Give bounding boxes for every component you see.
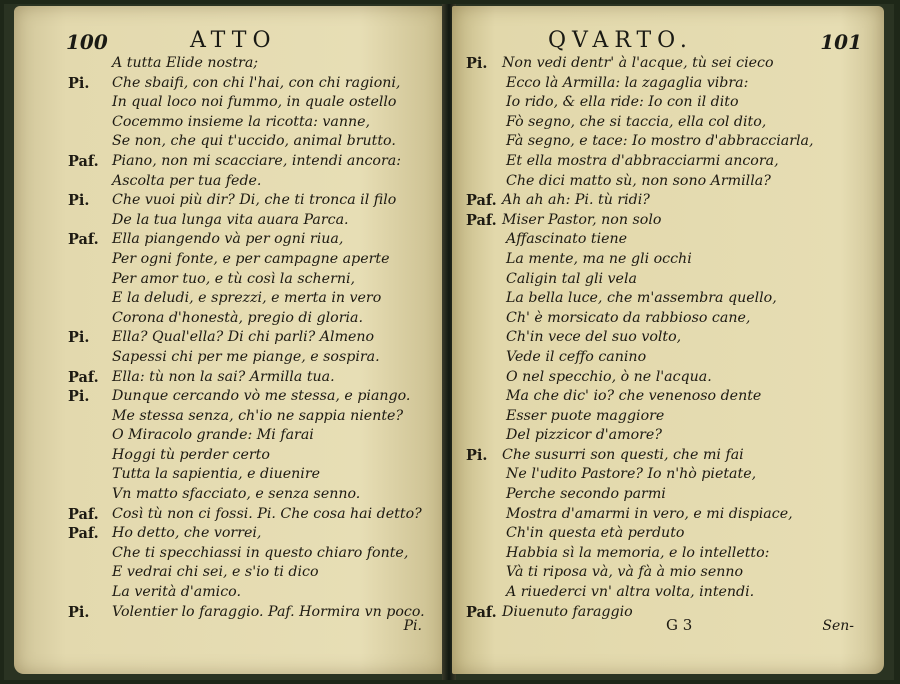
speaker-label: Pi.: [68, 329, 90, 347]
text-line: [14, 54, 446, 74]
verse-text: Ma che dic' io? che venenoso dente: [506, 388, 762, 405]
verse-text: Diuenuto faraggio: [502, 603, 633, 620]
text-line: [452, 132, 884, 152]
verse-text: De la tua lunga vita auara Parca.: [112, 211, 349, 228]
text-line: [14, 426, 446, 446]
text-line: [452, 113, 884, 133]
text-line: [14, 250, 446, 270]
verse-text: Habbia sì la memoria, e lo intelletto:: [506, 544, 770, 561]
speaker-label: Pi.: [466, 446, 488, 464]
speaker-label: Pi.: [68, 74, 90, 92]
text-line: [452, 152, 884, 172]
verse-text: O nel specchio, ò ne l'acqua.: [506, 368, 712, 385]
verse-text: Vn matto sfacciato, e senza senno.: [112, 486, 361, 503]
verse-text: Hoggi tù perder certo: [112, 446, 270, 463]
text-line: [452, 368, 884, 388]
verse-text: Che susurri son questi, che mi fai: [502, 446, 744, 463]
verse-text: Et ella mostra d'abbracciarmi ancora,: [506, 152, 779, 169]
text-line: [14, 74, 446, 94]
verse-text: Così tù non ci fossi. Pi. Che cosa hai detto?: [112, 505, 422, 522]
text-line: [14, 368, 446, 388]
verse-text: E vedrai chi sei, e s'io ti dico: [112, 564, 319, 581]
verse-text: Esser puote maggiore: [506, 407, 665, 424]
verse-text: Fò segno, che si taccia, ella col dito,: [506, 113, 767, 130]
verse-text: E la deludi, e sprezzi, e merta in vero: [112, 290, 382, 307]
right-running-header: QVARTO.: [548, 28, 693, 53]
right-catchword: Sen-: [822, 618, 854, 634]
verse-text: Ah ah ah: Pi. tù ridi?: [502, 192, 650, 209]
text-line: [14, 387, 446, 407]
left-catchword: Pi.: [403, 618, 422, 634]
text-line: [452, 407, 884, 427]
text-line: [452, 485, 884, 505]
text-line: [14, 544, 446, 564]
verse-text: Dunque cercando vò me stessa, e piango.: [112, 388, 411, 405]
verse-text: Cocemmo insieme la ricotta: vanne,: [112, 113, 371, 130]
text-line: [14, 583, 446, 603]
text-line: [452, 211, 884, 231]
verse-text: Và ti riposa và, và fà à mio senno: [506, 564, 744, 581]
text-line: [452, 54, 884, 74]
text-line: [452, 289, 884, 309]
speaker-label: Pi.: [68, 192, 90, 210]
verse-text: Ch' è morsicato da rabbioso cane,: [506, 309, 751, 326]
speaker-label: Pi.: [68, 388, 90, 406]
verse-text: La bella luce, che m'assembra quello,: [506, 290, 777, 307]
verse-text: Del pizzicor d'amore?: [506, 427, 662, 444]
text-line: [452, 270, 884, 290]
verse-text: Ho detto, che vorrei,: [112, 525, 262, 542]
verse-text: In qual loco noi fummo, in quale ostello: [112, 94, 397, 111]
text-line: [452, 328, 884, 348]
speaker-label: Paf.: [68, 505, 99, 523]
text-line: [14, 93, 446, 113]
text-line: [14, 524, 446, 544]
verse-text: Ecco là Armilla: la zagaglia vibra:: [506, 74, 749, 91]
verse-text: Ascolta per tua fede.: [112, 172, 262, 189]
text-line: [14, 211, 446, 231]
left-running-header: ATTO: [190, 28, 277, 53]
verse-text: Ch'in vece del suo volto,: [506, 329, 682, 346]
text-line: [452, 172, 884, 192]
verse-text: Affascinato tiene: [506, 231, 628, 248]
text-line: [14, 172, 446, 192]
speaker-label: Paf.: [68, 231, 99, 249]
right-text-block: [452, 54, 884, 622]
text-line: [14, 407, 446, 427]
text-line: [14, 191, 446, 211]
text-line: [14, 113, 446, 133]
verse-text: Mostra d'amarmi in vero, e mi dispiace,: [506, 505, 793, 522]
verse-text: Ella piangendo và per ogni riua,: [112, 231, 344, 248]
text-line: [452, 387, 884, 407]
verse-text: La mente, ma ne gli occhi: [506, 250, 692, 267]
speaker-label: Pi.: [68, 603, 90, 621]
verse-text: Caligin tal gli vela: [506, 270, 637, 287]
text-line: [14, 485, 446, 505]
verse-text: Me stessa senza, ch'io ne sappia niente?: [112, 407, 404, 424]
right-page: [452, 6, 884, 674]
verse-text: A tutta Elide nostra;: [112, 55, 259, 71]
left-page-number: 100: [66, 30, 108, 54]
text-line: [452, 426, 884, 446]
verse-text: Per amor tuo, e tù così la scherni,: [112, 270, 356, 287]
text-line: [452, 446, 884, 466]
text-line: [14, 270, 446, 290]
verse-text: La verità d'amico.: [112, 584, 241, 601]
text-line: [14, 603, 446, 623]
verse-text: Tutta la sapientia, e diuenire: [112, 466, 320, 483]
speaker-label: Paf.: [68, 368, 99, 386]
verse-text: Ella: tù non la sai? Armilla tua.: [112, 368, 335, 385]
text-line: [14, 289, 446, 309]
signature-mark: G 3: [666, 616, 693, 634]
text-line: [14, 328, 446, 348]
verse-text: Che ti specchiassi in questo chiaro fonte,: [112, 544, 409, 561]
text-line: [452, 230, 884, 250]
verse-text: Io rido, & ella ride: Io con il dito: [506, 94, 739, 111]
verse-text: Piano, non mi scacciare, intendi ancora:: [112, 152, 401, 169]
verse-text: Sapessi chi per me piange, e sospira.: [112, 348, 380, 365]
verse-text: Che sbaifi, con chi l'hai, con chi ragioni,: [112, 74, 401, 91]
speaker-label: Paf.: [466, 192, 497, 210]
speaker-label: Pi.: [466, 55, 488, 72]
text-line: [14, 446, 446, 466]
text-line: [14, 309, 446, 329]
speaker-label: Paf.: [466, 603, 497, 621]
verse-text: Non vedi dentr' à l'acque, tù sei cieco: [502, 55, 774, 71]
text-line: [452, 309, 884, 329]
text-line: [452, 93, 884, 113]
verse-text: Ch'in questa età perduto: [506, 525, 685, 542]
right-page-number: 101: [820, 30, 862, 54]
verse-text: Ella? Qual'ella? Di chi parli? Almeno: [112, 329, 375, 346]
text-line: [14, 132, 446, 152]
text-line: [452, 563, 884, 583]
verse-text: Corona d'honestà, pregio di gloria.: [112, 309, 363, 326]
text-line: [452, 544, 884, 564]
verse-text: Che vuoi più dir? Di, che ti tronca il filo: [112, 192, 397, 209]
text-line: [452, 74, 884, 94]
speaker-label: Paf.: [68, 152, 99, 170]
verse-text: Che dici matto sù, non sono Armilla?: [506, 172, 771, 189]
text-line: [452, 583, 884, 603]
verse-text: Perche secondo parmi: [506, 486, 666, 503]
text-line: [452, 250, 884, 270]
verse-text: Per ogni fonte, e per campagne aperte: [112, 250, 390, 267]
left-page: [14, 6, 446, 674]
text-line: [14, 563, 446, 583]
text-line: [452, 524, 884, 544]
text-line: [452, 465, 884, 485]
verse-text: Fà segno, e tace: Io mostro d'abbracciarla,: [506, 133, 814, 150]
text-line: [14, 505, 446, 525]
text-line: [14, 230, 446, 250]
verse-text: Miser Pastor, non solo: [502, 211, 662, 228]
verse-text: A riuederci vn' altra volta, intendi.: [506, 584, 755, 601]
verse-text: Ne l'udito Pastore? Io n'hò pietate,: [506, 466, 757, 483]
verse-text: Vede il ceffo canino: [506, 348, 647, 365]
text-line: [452, 505, 884, 525]
verse-text: Se non, che qui t'uccido, animal brutto.: [112, 133, 396, 150]
text-line: [452, 191, 884, 211]
book-spread: [4, 4, 894, 680]
text-line: [452, 348, 884, 368]
verse-text: O Miracolo grande: Mi farai: [112, 427, 314, 444]
verse-text: Volentier lo faraggio. Paf. Hormira vn poco.: [112, 603, 425, 620]
speaker-label: Paf.: [466, 211, 497, 229]
speaker-label: Paf.: [68, 525, 99, 543]
text-line: [14, 465, 446, 485]
text-line: [14, 152, 446, 172]
text-line: [14, 348, 446, 368]
left-text-block: [14, 54, 446, 622]
